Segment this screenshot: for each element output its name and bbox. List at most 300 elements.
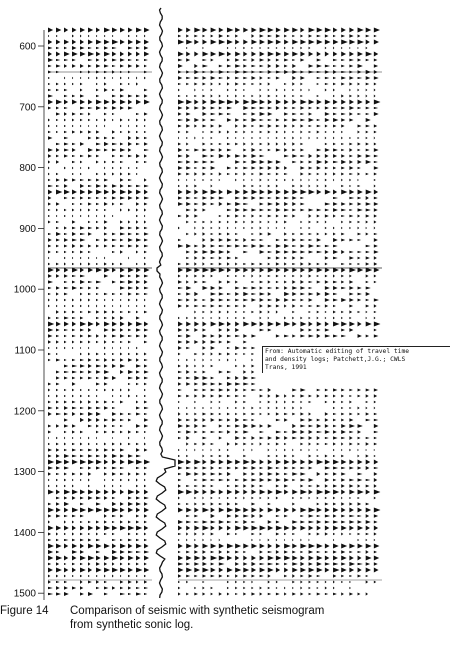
wiggle-peak <box>268 106 272 109</box>
wiggle-peak <box>235 154 240 157</box>
wiggle-peak <box>88 185 92 187</box>
wiggle-peak <box>64 473 67 476</box>
wiggle-peak <box>211 322 217 327</box>
wiggle-peak <box>260 65 264 68</box>
wiggle-peak <box>48 503 51 506</box>
wiggle-peak <box>358 424 363 428</box>
wiggle-peak <box>178 490 184 495</box>
wiggle-peak <box>260 563 265 565</box>
wiggle-peak <box>104 202 108 206</box>
wiggle-peak <box>96 568 102 573</box>
wiggle-peak <box>251 298 256 302</box>
wiggle-peak <box>300 460 305 465</box>
wiggle-peak <box>120 238 124 241</box>
wiggle-peak <box>300 556 304 561</box>
wiggle-peak <box>112 521 115 523</box>
wiggle-peak <box>243 287 248 289</box>
wiggle-peak <box>341 437 345 439</box>
wiggle-peak <box>309 311 311 313</box>
wiggle-peak <box>80 431 83 434</box>
wiggle-peak <box>309 539 310 542</box>
wiggle-peak <box>243 161 246 164</box>
wiggle-peak <box>333 311 336 314</box>
wiggle-peak <box>268 449 270 452</box>
wiggle-peak <box>235 335 240 337</box>
wiggle-peak <box>88 568 92 573</box>
wiggle-peak <box>202 353 204 356</box>
wiggle-peak <box>211 401 213 404</box>
wiggle-peak <box>235 460 240 465</box>
wiggle-peak <box>202 574 206 577</box>
wiggle-peak <box>268 232 272 235</box>
wiggle-peak <box>194 245 198 248</box>
wiggle-peak <box>144 112 148 115</box>
wiggle-peak <box>144 196 149 199</box>
wiggle-peak <box>227 118 232 122</box>
wiggle-peak <box>268 280 271 283</box>
wiggle-peak <box>48 160 50 163</box>
wiggle-peak <box>276 478 281 482</box>
wiggle-peak <box>186 95 188 97</box>
wiggle-peak <box>284 148 287 152</box>
wiggle-peak <box>72 281 75 284</box>
wiggle-peak <box>128 35 130 37</box>
wiggle-peak <box>219 562 225 565</box>
wiggle-peak <box>88 232 92 236</box>
wiggle-peak <box>292 100 296 105</box>
wiggle-peak <box>276 539 277 542</box>
wiggle-peak <box>72 190 77 195</box>
wiggle-peak <box>96 136 100 139</box>
wiggle-peak <box>136 95 140 98</box>
wiggle-peak <box>276 443 279 446</box>
wiggle-peak <box>349 148 352 152</box>
wiggle-peak <box>128 358 132 362</box>
wiggle-peak <box>235 221 238 224</box>
wiggle-peak <box>260 94 262 97</box>
wiggle-peak <box>300 497 302 500</box>
wiggle-peak <box>120 77 122 80</box>
wiggle-peak <box>194 521 199 523</box>
wiggle-peak <box>317 238 321 241</box>
wiggle-peak <box>227 425 231 428</box>
wiggle-peak <box>194 550 198 554</box>
wiggle-peak <box>194 490 199 495</box>
wiggle-peak <box>317 334 321 338</box>
wiggle-peak <box>128 533 131 536</box>
wiggle-peak <box>219 388 224 391</box>
wiggle-peak <box>80 568 86 573</box>
wiggle-peak <box>96 245 99 248</box>
wiggle-peak <box>194 328 198 332</box>
wiggle-peak <box>235 244 240 247</box>
wiggle-peak <box>112 508 118 513</box>
wiggle-peak <box>104 544 110 549</box>
wiggle-peak <box>235 280 238 283</box>
wiggle-peak <box>358 286 362 289</box>
wiggle-peak <box>235 346 240 350</box>
source-note-line: Trans, 1991 <box>265 364 307 371</box>
wiggle-peak <box>276 137 278 140</box>
wiggle-peak <box>219 179 220 182</box>
wiggle-peak <box>325 328 330 331</box>
wiggle-peak <box>276 287 280 290</box>
wiggle-peak <box>120 550 125 554</box>
wiggle-peak <box>292 113 296 116</box>
wiggle-peak <box>194 179 195 181</box>
wiggle-peak <box>64 40 69 45</box>
wiggle-peak <box>144 251 147 254</box>
wiggle-peak <box>374 455 376 457</box>
wiggle-peak <box>64 400 67 403</box>
wiggle-peak <box>325 179 327 182</box>
wiggle-peak <box>358 149 361 151</box>
wiggle-peak <box>219 407 220 410</box>
wiggle-peak <box>333 467 338 470</box>
wiggle-peak <box>194 83 197 86</box>
wiggle-peak <box>284 250 289 253</box>
wiggle-peak <box>80 418 84 422</box>
wiggle-peak <box>243 263 246 265</box>
wiggle-peak <box>64 178 68 181</box>
wiggle-peak <box>300 485 303 488</box>
wiggle-peak <box>48 233 51 235</box>
wiggle-peak <box>88 479 90 482</box>
wiggle-peak <box>104 490 109 495</box>
wiggle-peak <box>268 287 273 289</box>
wiggle-peak <box>104 424 107 427</box>
wiggle-peak <box>374 94 376 97</box>
wiggle-peak <box>366 256 370 259</box>
wiggle-peak <box>211 365 214 367</box>
wiggle-peak <box>309 137 310 140</box>
wiggle-peak <box>186 40 192 45</box>
wiggle-peak <box>300 587 302 590</box>
wiggle-peak <box>276 490 283 495</box>
wiggle-peak <box>112 533 115 536</box>
wiggle-peak <box>80 521 83 523</box>
wiggle-peak <box>80 94 84 97</box>
wiggle-peak <box>284 100 289 105</box>
wiggle-peak <box>358 389 361 392</box>
wiggle-peak <box>276 281 279 283</box>
wiggle-peak <box>374 82 377 85</box>
wiggle-peak <box>136 587 140 589</box>
wiggle-peak <box>120 274 125 277</box>
wiggle-peak <box>211 497 213 500</box>
wiggle-peak <box>358 322 362 327</box>
wiggle-peak <box>112 113 115 115</box>
wiggle-peak <box>276 587 278 589</box>
wiggle-peak <box>349 298 353 302</box>
wiggle-peak <box>88 575 90 577</box>
wiggle-peak <box>260 395 263 398</box>
wiggle-peak <box>202 418 205 422</box>
wiggle-peak <box>112 412 116 416</box>
wiggle-peak <box>178 466 182 470</box>
wiggle-peak <box>211 35 214 38</box>
wiggle-peak <box>284 455 287 458</box>
wiggle-peak <box>341 179 343 182</box>
wiggle-peak <box>56 143 60 145</box>
wiggle-peak <box>309 550 314 554</box>
wiggle-peak <box>186 185 188 188</box>
wiggle-peak <box>48 412 52 416</box>
wiggle-peak <box>64 257 66 260</box>
wiggle-peak <box>178 395 182 398</box>
wiggle-peak <box>80 311 83 313</box>
wiggle-peak <box>48 544 54 549</box>
wiggle-peak <box>260 274 262 277</box>
wiggle-peak <box>309 412 312 415</box>
wiggle-peak <box>178 587 180 590</box>
wiggle-peak <box>104 328 109 331</box>
wiggle-peak <box>309 34 313 37</box>
wiggle-peak <box>260 497 262 499</box>
wiggle-peak <box>260 485 264 487</box>
wiggle-peak <box>202 161 207 164</box>
wiggle-peak <box>72 496 76 500</box>
wiggle-peak <box>292 154 297 157</box>
wiggle-peak <box>284 106 288 109</box>
wiggle-peak <box>72 382 76 386</box>
wiggle-peak <box>120 178 124 181</box>
wiggle-peak <box>48 485 50 488</box>
wiggle-peak <box>104 581 107 583</box>
wiggle-peak <box>374 539 375 541</box>
wiggle-peak <box>235 34 238 37</box>
wiggle-peak <box>366 299 370 301</box>
wiggle-peak <box>227 382 232 386</box>
wiggle-peak <box>144 490 148 495</box>
wiggle-peak <box>64 137 68 139</box>
wiggle-peak <box>276 497 278 500</box>
wiggle-peak <box>341 424 346 428</box>
wiggle-peak <box>144 593 147 595</box>
wiggle-peak <box>317 449 318 451</box>
wiggle-peak <box>56 353 58 355</box>
wiggle-peak <box>186 77 191 80</box>
wiggle-peak <box>358 533 361 535</box>
wiggle-peak <box>120 245 124 247</box>
wiggle-peak <box>358 179 359 181</box>
wiggle-peak <box>317 40 323 45</box>
wiggle-peak <box>96 293 99 295</box>
wiggle-peak <box>56 155 59 158</box>
wiggle-peak <box>227 490 232 495</box>
wiggle-peak <box>251 185 254 188</box>
wiggle-peak <box>144 137 147 139</box>
wiggle-peak <box>88 508 94 513</box>
wiggle-peak <box>194 485 198 487</box>
wiggle-peak <box>80 533 83 536</box>
wiggle-peak <box>251 40 257 45</box>
wiggle-peak <box>48 539 51 541</box>
wiggle-peak <box>366 394 369 397</box>
wiggle-peak <box>144 587 148 589</box>
wiggle-peak <box>120 83 123 86</box>
caption-text <box>70 604 400 632</box>
wiggle-peak <box>128 388 130 391</box>
wiggle-peak <box>202 376 207 380</box>
wiggle-peak <box>144 65 147 68</box>
wiggle-peak <box>72 395 74 398</box>
wiggle-peak <box>251 419 254 422</box>
wiggle-peak <box>194 95 197 97</box>
wiggle-peak <box>358 526 364 531</box>
wiggle-peak <box>211 245 215 248</box>
wiggle-peak <box>104 244 108 247</box>
wiggle-peak <box>128 329 131 332</box>
wiggle-peak <box>276 34 280 38</box>
wiggle-peak <box>260 166 264 169</box>
wiggle-peak <box>243 149 246 152</box>
wiggle-peak <box>211 119 216 121</box>
wiggle-peak <box>243 142 245 145</box>
wiggle-peak <box>268 119 272 121</box>
wiggle-peak <box>211 334 215 337</box>
wiggle-peak <box>56 125 58 127</box>
wiggle-peak <box>56 413 61 416</box>
wiggle-peak <box>227 533 230 536</box>
wiggle-peak <box>243 47 245 49</box>
wiggle-peak <box>358 299 362 302</box>
wiggle-peak <box>333 167 336 170</box>
wiggle-peak <box>341 544 347 549</box>
wiggle-peak <box>48 575 50 578</box>
wiggle-peak <box>366 526 370 531</box>
wiggle-peak <box>284 64 288 67</box>
wiggle-peak <box>202 550 205 554</box>
wiggle-peak <box>194 371 197 374</box>
wiggle-peak <box>251 190 257 195</box>
wiggle-peak <box>358 563 363 566</box>
wiggle-peak <box>144 413 147 415</box>
wiggle-peak <box>366 550 369 554</box>
wiggle-peak <box>219 424 222 427</box>
wiggle-peak <box>186 173 190 176</box>
wiggle-peak <box>56 221 59 223</box>
wiggle-peak <box>120 305 121 308</box>
wiggle-peak <box>358 190 363 195</box>
wiggle-peak <box>243 467 248 470</box>
wiggle-peak <box>333 208 338 212</box>
wiggle-peak <box>80 341 83 344</box>
wiggle-peak <box>219 592 222 595</box>
wiggle-peak <box>202 382 207 385</box>
wiggle-peak <box>80 371 84 374</box>
wiggle-peak <box>227 544 234 549</box>
wiggle-peak <box>56 479 58 481</box>
wiggle-peak <box>366 311 368 314</box>
wiggle-peak <box>284 335 289 338</box>
wiggle-peak <box>235 328 239 332</box>
wiggle-peak <box>144 521 147 524</box>
wiggle-peak <box>144 550 149 553</box>
wiggle-peak <box>64 322 69 327</box>
wiggle-peak <box>202 359 204 362</box>
wiggle-peak <box>112 293 116 295</box>
wiggle-peak <box>251 118 256 122</box>
wiggle-peak <box>358 233 362 236</box>
wiggle-peak <box>243 113 247 116</box>
wiggle-peak <box>309 514 314 517</box>
wiggle-peak <box>292 508 296 513</box>
wiggle-peak <box>48 107 51 110</box>
wiggle-peak <box>194 322 199 327</box>
wiggle-peak <box>366 83 370 86</box>
wiggle-peak <box>366 76 371 80</box>
wiggle-peak <box>64 413 68 416</box>
wiggle-peak <box>72 77 73 80</box>
wiggle-peak <box>56 383 60 386</box>
wiggle-peak <box>194 106 198 109</box>
wiggle-peak <box>284 449 286 452</box>
wiggle-peak <box>80 496 84 499</box>
wiggle-peak <box>186 395 189 398</box>
wiggle-peak <box>317 551 321 553</box>
wiggle-peak <box>128 593 131 595</box>
wiggle-peak <box>56 371 60 374</box>
wiggle-peak <box>235 94 237 97</box>
wiggle-peak <box>202 472 206 475</box>
wiggle-peak <box>186 581 188 584</box>
wiggle-peak <box>144 311 147 314</box>
wiggle-peak <box>227 215 230 218</box>
wiggle-peak <box>144 479 146 481</box>
wiggle-peak <box>333 533 335 536</box>
wiggle-peak <box>72 430 75 433</box>
wiggle-peak <box>72 449 76 452</box>
wiggle-peak <box>260 472 264 476</box>
wiggle-peak <box>325 508 330 513</box>
wiggle-peak <box>72 100 77 105</box>
wiggle-peak <box>88 190 93 195</box>
wiggle-peak <box>211 28 217 33</box>
wiggle-peak <box>202 172 205 175</box>
wiggle-peak <box>227 317 229 319</box>
wiggle-peak <box>292 214 295 217</box>
wiggle-peak <box>292 401 295 404</box>
wiggle-peak <box>202 95 205 98</box>
wiggle-peak <box>64 131 67 133</box>
wiggle-peak <box>64 544 68 549</box>
wiggle-peak <box>88 562 90 566</box>
wiggle-peak <box>104 406 108 409</box>
wiggle-peak <box>48 287 52 289</box>
wiggle-peak <box>268 401 271 404</box>
wiggle-peak <box>64 466 69 469</box>
wiggle-peak <box>178 274 181 277</box>
wiggle-peak <box>72 298 74 301</box>
wiggle-peak <box>235 467 239 470</box>
wiggle-peak <box>96 52 100 57</box>
wiggle-peak <box>374 484 377 488</box>
wiggle-peak <box>178 551 181 553</box>
wiggle-peak <box>64 47 67 50</box>
wiggle-peak <box>72 485 74 488</box>
wiggle-peak <box>80 257 82 259</box>
wiggle-peak <box>64 233 67 235</box>
wiggle-peak <box>366 503 370 506</box>
wiggle-peak <box>120 593 125 595</box>
wiggle-peak <box>104 215 106 218</box>
wiggle-peak <box>128 472 131 476</box>
wiggle-peak <box>349 508 354 513</box>
wiggle-peak <box>202 328 206 331</box>
wiggle-peak <box>88 35 90 38</box>
wiggle-peak <box>341 442 343 445</box>
